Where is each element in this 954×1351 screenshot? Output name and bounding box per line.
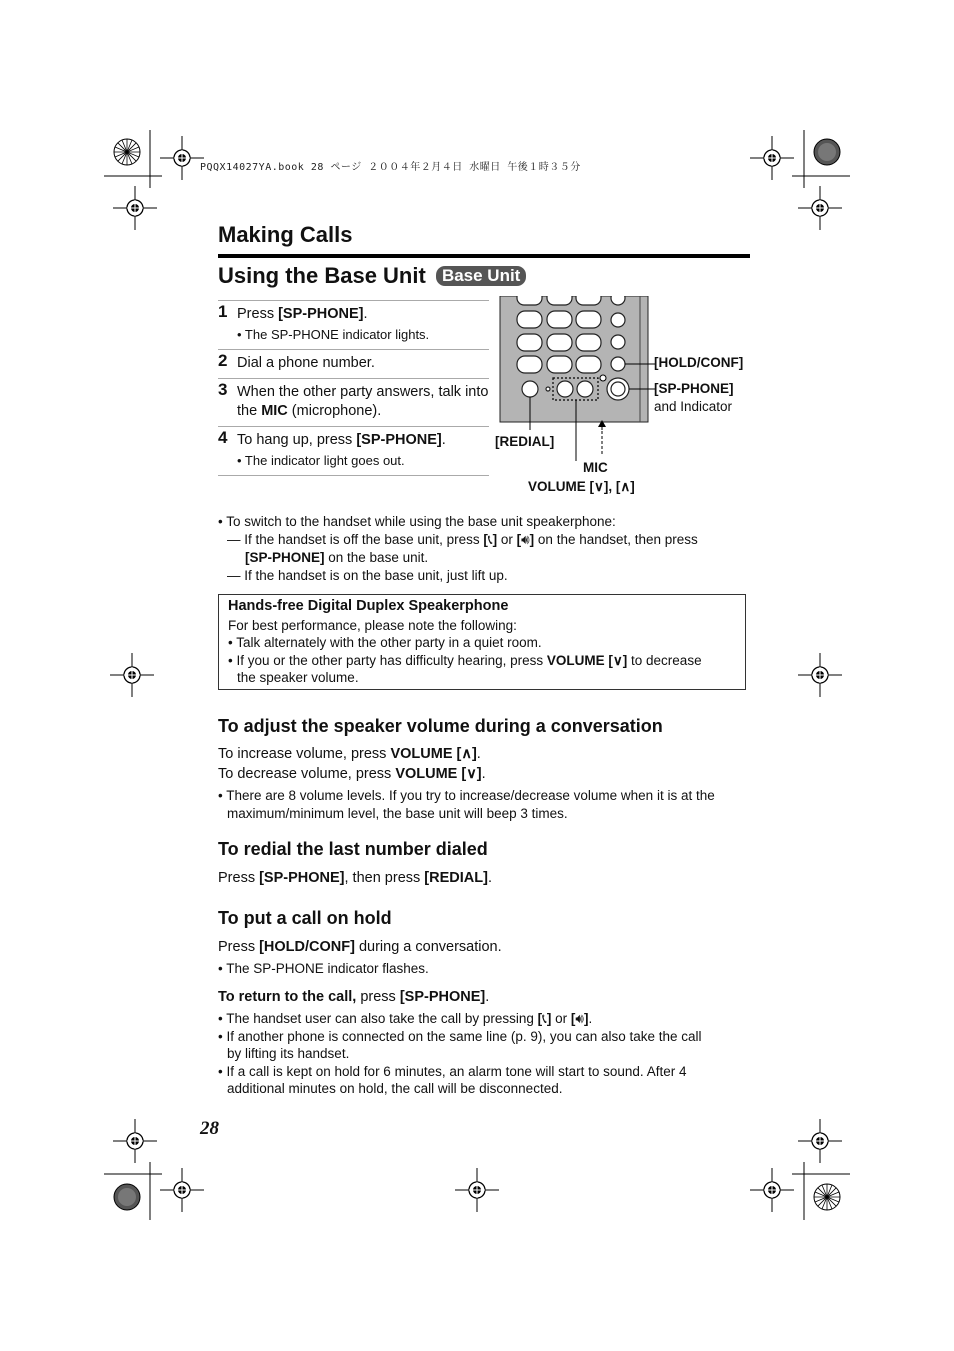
hold-note: • The SP-PHONE indicator flashes. (218, 961, 429, 976)
return-to-call (218, 987, 748, 1007)
base-unit-diagram (490, 296, 660, 431)
text: Press (218, 939, 260, 955)
box-line: For best performance, please note the following: (228, 617, 517, 633)
text: • If you or the other party has difficulty hearing, press (228, 652, 547, 668)
hold-note-2: • If another phone is connected on the same line (p. 9), you can also take the call (218, 1028, 702, 1044)
volume-label: VOLUME [∨], [∧] (528, 479, 635, 494)
box-title: Hands-free Digital Duplex Speakerphone (228, 598, 509, 614)
step-key: [SP-PHONE] (356, 432, 442, 448)
switch-case-off-base (218, 531, 748, 549)
step-4 (218, 426, 489, 476)
mic-label: MIC (583, 460, 608, 475)
subsection-title (218, 263, 526, 289)
step-number: 2 (218, 351, 228, 370)
hold-note-2-cont: by lifting its handset. (227, 1046, 350, 1061)
hold-heading: To put a call on hold (218, 908, 392, 928)
text: press (356, 989, 400, 1005)
step-number: 4 (218, 428, 228, 447)
talk-key-close: ] (546, 1011, 552, 1026)
sp-phone-label: [SP-PHONE] (654, 381, 734, 396)
redial-label: [REDIAL] (495, 434, 555, 449)
redial-heading: To redial the last number dialed (218, 839, 488, 859)
key: To return to the call, (218, 989, 357, 1005)
step-2 (218, 349, 489, 378)
text: maximum/minimum level, the base unit will beep 3 times. (227, 805, 568, 821)
talk-key-close: ] (492, 532, 498, 547)
text: To decrease volume, press (218, 766, 396, 782)
talk-key-open: [ (483, 532, 488, 547)
text: to decrease (627, 652, 702, 668)
text: . (481, 766, 486, 782)
text: or (497, 532, 517, 547)
speaker-key-icon: 🔊︎ (521, 532, 530, 547)
hold-note-1 (218, 1010, 748, 1028)
text: . (487, 870, 492, 886)
step-text: Dial a phone number. (237, 355, 375, 371)
page-number: 28 (200, 1118, 219, 1139)
step-key: [SP-PHONE] (278, 306, 364, 322)
volume-levels-note (218, 787, 748, 822)
key: [SP-PHONE] (399, 989, 486, 1005)
text: on the handset, then press (534, 532, 698, 547)
step-3 (218, 378, 489, 426)
talk-key-icon: 📞︎ (487, 532, 493, 547)
key: VOLUME [∨] (546, 652, 628, 668)
key: [SP-PHONE] (259, 870, 345, 886)
step-note: • The indicator light goes out. (237, 453, 405, 468)
box-line: the speaker volume. (237, 670, 359, 685)
text: Press (218, 870, 260, 886)
step-note: • The SP-PHONE indicator lights. (237, 327, 430, 342)
text: , then press (344, 870, 425, 886)
switch-case-off-base-cont (218, 549, 748, 567)
text: . (476, 746, 481, 762)
text: — If the handset is off the base unit, press (227, 532, 484, 547)
adjust-volume-heading: To adjust the speaker volume during a conversation (218, 716, 663, 736)
step-text: Press (237, 306, 279, 322)
text: • There are 8 volume levels. If you try to increase/decrease volume when it is at the (218, 788, 715, 803)
step-number: 3 (218, 380, 228, 399)
switch-handset-notes (218, 513, 748, 585)
speaker-key-open: [ (516, 532, 522, 547)
adjust-volume-instructions (218, 744, 748, 784)
speaker-key-close: ] (583, 1011, 589, 1026)
box-line (228, 652, 736, 670)
talk-key-open: [ (537, 1011, 543, 1026)
print-header-line: PQQX14027YA.book 28 ページ ２００４年２月４日 水曜日 午後１時３５分 (200, 162, 581, 173)
title-rule (218, 254, 750, 258)
text: • The handset user can also take the call by pressing (218, 1011, 538, 1026)
key: [REDIAL] (424, 870, 488, 886)
redial-button-shape (522, 381, 538, 397)
switch-case-on-base: — If the handset is on the base unit, just lift up. (227, 568, 508, 583)
step-text: When the other party answers, talk into the (237, 384, 489, 419)
speaker-key-icon: 🔊︎ (575, 1011, 584, 1026)
step-text-end: . (441, 432, 446, 448)
hold-conf-button-shape (611, 357, 625, 371)
key: [SP-PHONE] (245, 550, 325, 565)
key: VOLUME [∧] (390, 746, 477, 762)
key: VOLUME [∨] (395, 766, 482, 782)
step-1 (218, 300, 489, 349)
step-text-end: . (363, 306, 368, 322)
hold-notes-list (218, 1010, 748, 1098)
speaker-key-open: [ (570, 1011, 576, 1026)
redial-instructions (218, 868, 748, 888)
speakerphone-info-box (218, 594, 746, 690)
talk-key-icon: 📞︎ (542, 1011, 547, 1026)
text: on the base unit. (324, 550, 429, 565)
hold-note-3: • If a call is kept on hold for 6 minutes, an alarm tone will start to sound. After 4 (218, 1063, 687, 1079)
text: or (551, 1011, 571, 1026)
key: [HOLD/CONF] (259, 939, 355, 955)
text: . (485, 989, 490, 1005)
text: . (588, 1011, 593, 1026)
step-key: MIC (261, 403, 288, 419)
indicator-label: and Indicator (654, 399, 733, 414)
hold-instructions (218, 937, 748, 957)
step-text: To hang up, press (237, 432, 357, 448)
speaker-key-close: ] (529, 532, 535, 547)
hold-conf-label: [HOLD/CONF] (654, 355, 744, 370)
base-unit-badge: Base Unit (436, 266, 526, 286)
section-title: Making Calls (218, 222, 353, 247)
hold-note-3-cont: additional minutes on hold, the call will be disconnected. (227, 1081, 563, 1096)
box-line: • Talk alternately with the other party in a quiet room. (228, 635, 542, 650)
text: during a conversation. (354, 939, 502, 955)
steps-list (218, 300, 489, 476)
subsection-title-text: Using the Base Unit (218, 263, 426, 288)
text: To increase volume, press (218, 746, 391, 762)
step-number: 1 (218, 302, 228, 321)
step-text-end: (microphone). (287, 403, 382, 419)
switch-intro: • To switch to the handset while using the base unit speakerphone: (218, 514, 616, 529)
